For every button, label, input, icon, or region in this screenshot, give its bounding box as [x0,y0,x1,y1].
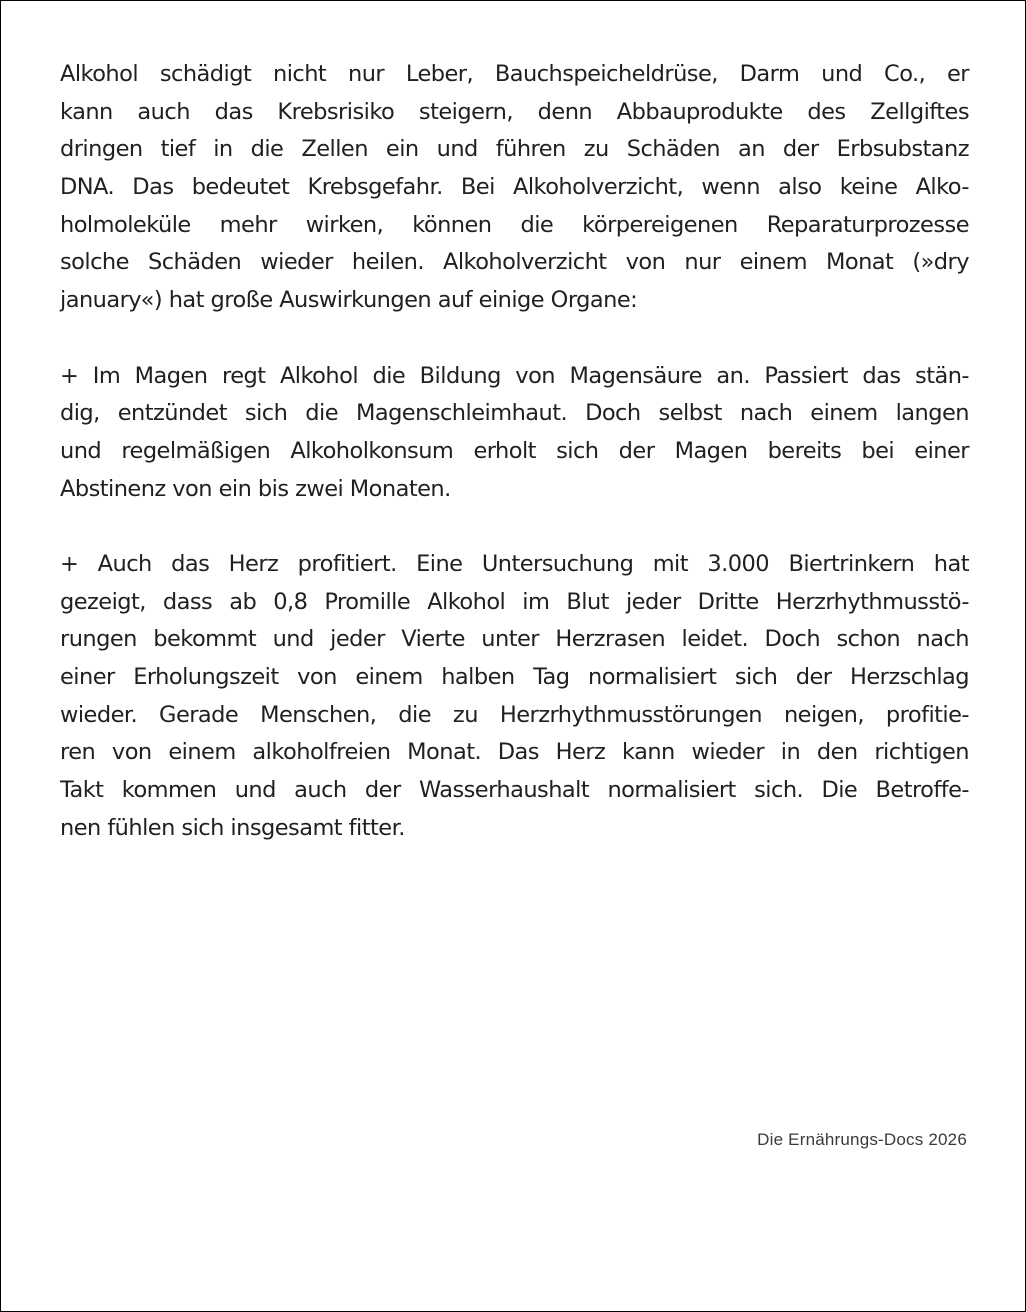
text-line: einer Erholungszeit von einem halben Tag normalisiert sich der Herzschlag [60,664,969,690]
paragraph-intro [60,56,969,320]
paragraph-spacer [60,320,969,358]
text-line: + Im Magen regt Alkohol die Bildung von Magensäure an. Passiert das stän- [60,362,969,389]
text-line: nen fühlen sich insgesamt fitter. [60,814,405,841]
page-footer: Die Ernährungs-Docs 2026 [757,1130,967,1149]
paragraph-heart [60,546,969,848]
text-line: Abstinenz von ein bis zwei Monaten. [60,475,451,502]
text-line: Takt kommen und auch der Wasserhaushalt normalisiert sich. Die Betroffe- [60,777,969,804]
text-line: january«) hat große Auswirkungen auf einige Organe: [60,287,638,314]
paragraph-stomach [60,358,969,509]
text-line: solche Schäden wieder heilen. Alkoholverzicht von nur einem Monat (»dry [60,249,969,276]
text-line: kann auch das Krebsrisiko steigern, denn Abbauprodukte des Zellgiftes [60,98,969,125]
text-line: und regelmäßigen Alkoholkonsum erholt sich der Magen bereits bei einer [60,437,969,464]
text-line: wieder. Gerade Menschen, die zu Herzrhythmusstörungen neigen, profitie- [60,701,969,728]
text-line: holmoleküle mehr wirken, können die körpereigenen Reparaturprozesse [60,211,969,238]
text-line: dig, entzündet sich die Magenschleimhaut. Doch selbst nach einem langen [60,400,969,427]
text-line: DNA. Das bedeutet Krebsgefahr. Bei Alkoholverzicht, wenn also keine Alko- [60,174,969,201]
text-line: ren von einem alkoholfreien Monat. Das Herz kann wieder in den richtigen [60,739,969,766]
text-line: gezeigt, dass ab 0,8 Promille Alkohol im Blut jeder Dritte Herzrhythmusstö- [60,588,969,615]
text-line: rungen bekommt und jeder Vierte unter Herzrasen leidet. Doch schon nach [60,626,969,653]
text-line: Alkohol schädigt nicht nur Leber, Bauchspeicheldrüse, Darm und Co., er [60,61,969,87]
body-text [60,56,969,847]
text-line: dringen tief in die Zellen ein und führen zu Schäden an der Erbsubstanz [60,136,969,163]
paragraph-spacer [60,508,969,546]
text-line: + Auch das Herz profitiert. Eine Untersuchung mit 3.000 Biertrinkern hat [60,550,969,577]
